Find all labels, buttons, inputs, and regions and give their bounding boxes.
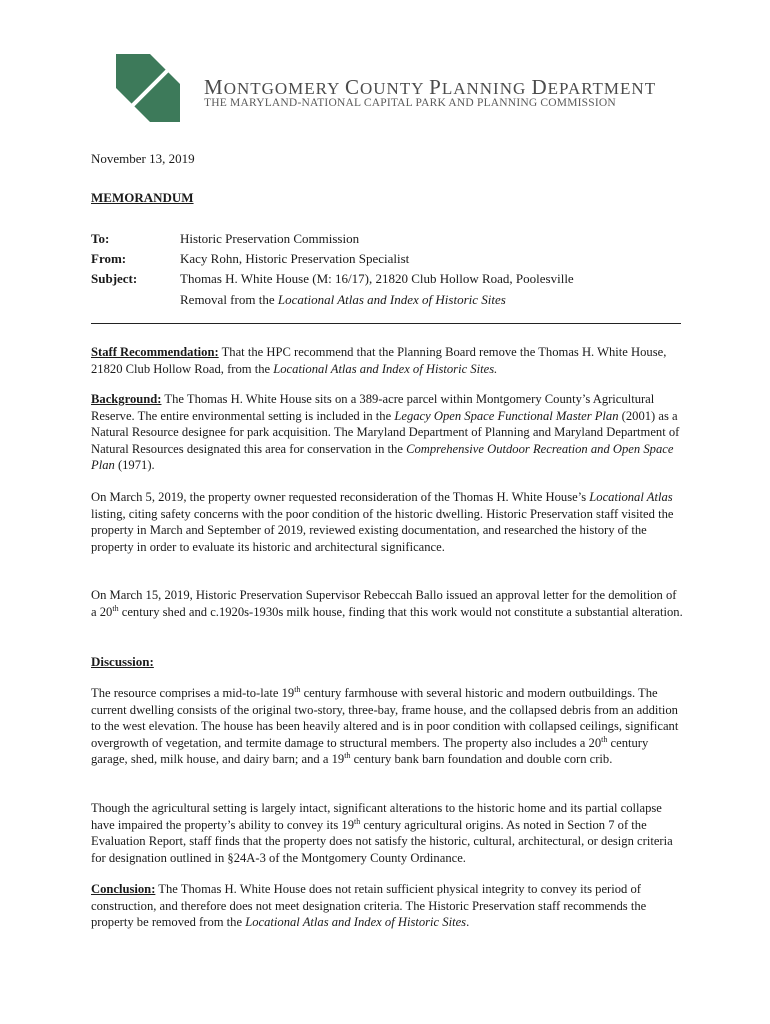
discussion-heading: Discussion: [91,654,154,669]
subject-label: Subject: [91,271,138,286]
discussion-paragraph-2: Though the agricultural setting is largely intact, significant alterations to the historic home and its partial collapse have impaired the property’s ability to convey its 19th century agricultural origins. As noted in Section 7 of the Evaluation Report, staff finds that the property does not satisfy the historic, cultural, architectural, or design criteria for designation outlined in §24A-3 of the Montgomery County Ordinance. [91,801,673,865]
from-label: From: [91,251,127,266]
header-divider [91,323,681,324]
subject-line-2: Removal from the Locational Atlas and Index of Historic Sites [180,292,506,307]
subject-line-1: Thomas H. White House (M: 16/17), 21820 Club Hollow Road, Poolesville [180,271,574,286]
background-paragraph: Background: The Thomas H. White House sits on a 389-acre parcel within Montgomery County’s Agricultural Reserve. The entire environmental setting is included in the Legacy Open Space Functional Master Plan (2001) as a Natural Resource designee for park acquisition. The Maryland Department of Planning and Maryland Department of Natural Resources designated this area for conservation in the Comprehensive Outdoor Recreation and Open Space Plan (1971). [91,392,680,473]
memo-title: MEMORANDUM [91,190,194,205]
demolition-approval-paragraph: On March 15, 2019, Historic Preservation Supervisor Rebeccah Ballo issued an approval letter for the demolition of a 20th century shed and c.1920s-1930s milk house, finding that this work would not constitute a substantial alteration. [91,588,683,619]
staff-recommendation-paragraph: Staff Recommendation: That the HPC recommend that the Planning Board remove the Thomas H. White House, 21820 Club Hollow Road, from the Locational Atlas and Index of Historic Sites. [91,345,667,376]
reconsideration-paragraph: On March 5, 2019, the property owner requested reconsideration of the Thomas H. White House’s Locational Atlas listing, citing safety concerns with the poor condition of the historic dwelling. Historic Preservation staff visited the property in March and September of 2019, reviewed existing documentation, and researched the history of the property in order to evaluate its historic and architectural significance. [91,490,674,554]
to-value: Historic Preservation Commission [180,231,360,246]
from-value: Kacy Rohn, Historic Preservation Specialist [180,251,410,266]
organization-name: MONTGOMERY COUNTY PLANNING DEPARTMENT [204,75,657,99]
discussion-paragraph-1: The resource comprises a mid-to-late 19th century farmhouse with several historic and modern outbuildings. The current dwelling consists of the original two-story, three-bay, frame house, and the collapsed debris from an addition to the west elevation. The house has been heavily altered and is in poor condition with collapsed ceilings, significant overgrowth of vegetation, and termite damage to structural members. The property also includes a 20th century garage, shed, milk house, and dairy barn; and a 19th century bank barn foundation and double corn crib. [91,684,679,767]
organization-subtitle: THE MARYLAND-NATIONAL CAPITAL PARK AND PLANNING COMMISSION [204,97,616,109]
conclusion-paragraph: Conclusion: The Thomas H. White House does not retain sufficient physical integrity to convey its period of construction, and therefore does not meet designation criteria. The Historic Preservation staff recommends the property be removed from the Locational Atlas and Index of Historic Sites. [91,882,647,930]
planning-department-logo-icon [116,54,180,122]
to-label: To: [91,231,110,246]
memo-date: November 13, 2019 [91,151,195,166]
